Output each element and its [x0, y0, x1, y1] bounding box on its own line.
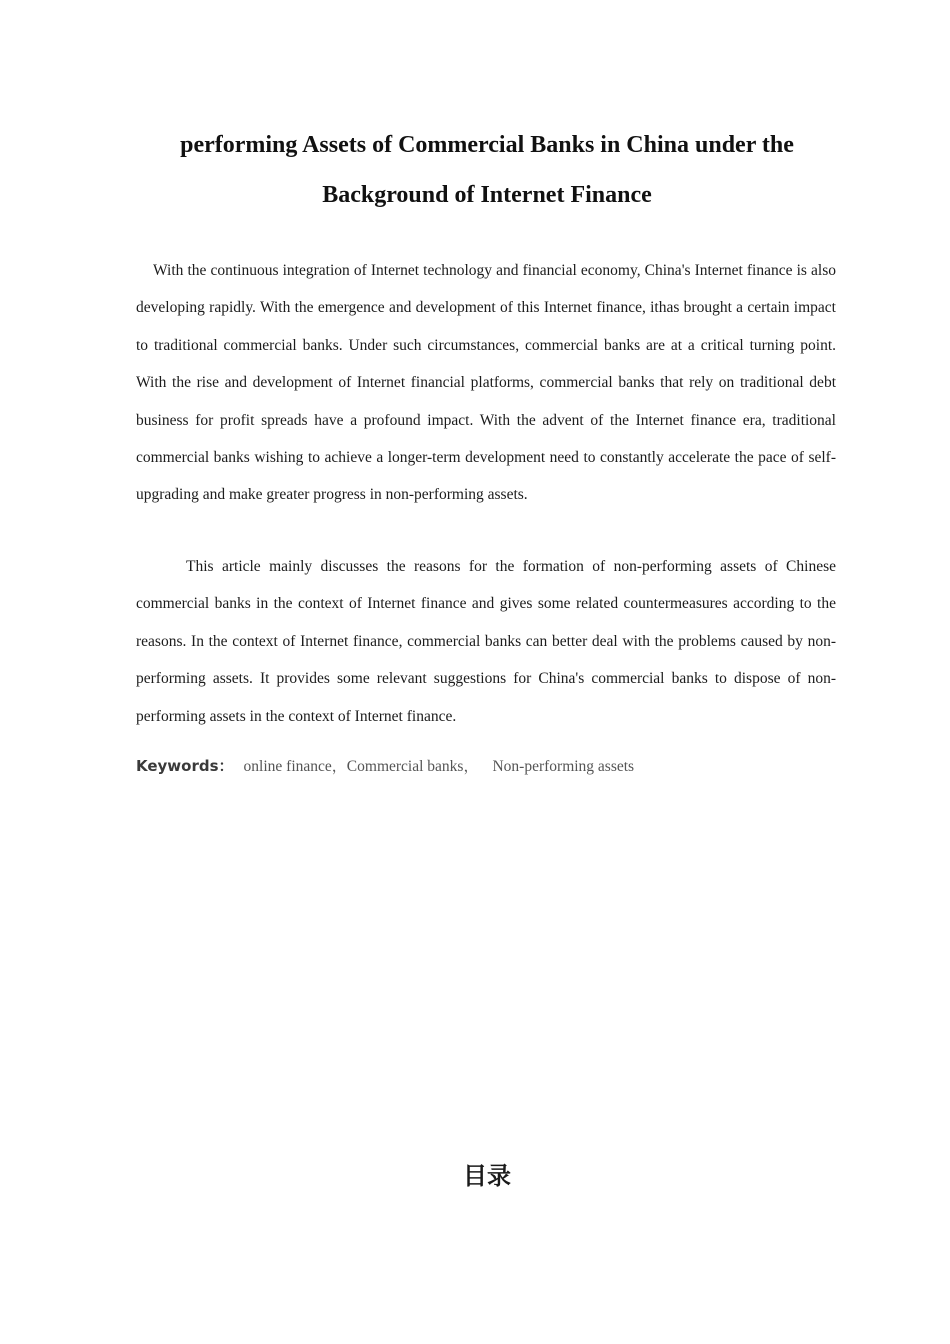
keyword-non-performing-assets: Non-performing assets — [492, 758, 635, 775]
keyword-separator: ， — [331, 757, 347, 775]
keywords-label: Keywords： — [136, 757, 234, 775]
keyword-online-finance: online finance — [243, 758, 332, 775]
abstract-title-line-1: performing Assets of Commercial Banks in China under the — [180, 132, 794, 158]
keyword-separator: ， — [463, 757, 479, 775]
abstract-paragraph-2: This article mainly discusses the reasons for the formation of non-performing assets of Chinese commercial banks in the context of Internet finance and gives some related countermeasures according to the reasons. In the context of Internet finance, commercial banks can better deal with the problems caused by non-performing assets. It provides some relevant suggestions for China's commercial banks to dispose of non-performing assets in the context of Internet finance. — [136, 558, 836, 725]
table-of-contents-heading: 目录 — [463, 1162, 511, 1190]
keywords-line — [136, 755, 836, 776]
keyword-commercial-banks: Commercial banks — [346, 758, 464, 775]
abstract-paragraph-1: With the continuous integration of Internet technology and financial economy, China's Internet finance is also developing rapidly. With the emergence and development of this Internet finance, ithas brought a certain impact to traditional commercial banks. Under such circumstances, commercial banks are at a critical turning point. With the rise and development of Internet financial platforms, commercial banks that rely on traditional debt business for profit spreads have a profound impact. With the advent of the Internet finance era, traditional commercial banks wishing to achieve a longer-term development need to constantly accelerate the pace of self-upgrading and make greater progress in non-performing assets. — [136, 262, 836, 504]
abstract-title-line-2: Background of Internet Finance — [322, 182, 652, 208]
